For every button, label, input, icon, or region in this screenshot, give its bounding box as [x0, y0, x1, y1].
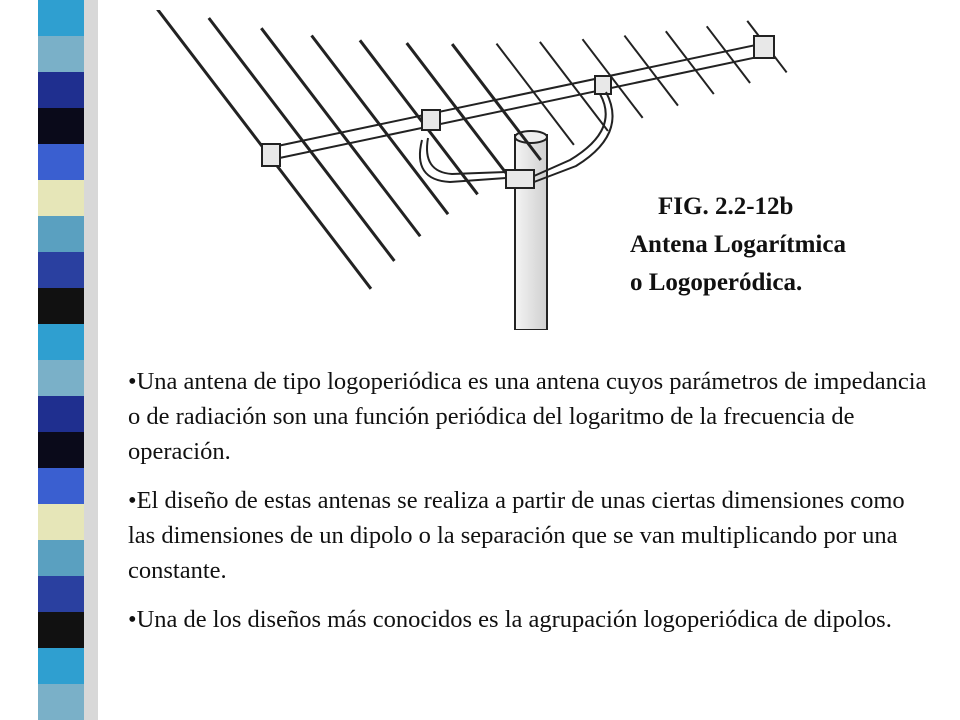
- antenna-mast: [515, 131, 547, 330]
- stripe-block: [38, 36, 84, 72]
- stripe-block: [38, 576, 84, 612]
- bullet-list: [128, 364, 928, 651]
- stripe-block: [38, 612, 84, 648]
- stripe-block: [38, 432, 84, 468]
- stripe-block: [38, 540, 84, 576]
- dipole-element: [496, 44, 573, 145]
- decorative-stripe-bar: [0, 0, 120, 720]
- stripe-block: [38, 360, 84, 396]
- dipole-element: [261, 28, 420, 236]
- stripe-block: [38, 72, 84, 108]
- bullet-item: •Una antena de tipo logoperiódica es una antena cuyos parámetros de impedancia o de radiación son una función periódica del logaritmo de la frecuencia de operación.: [128, 368, 927, 465]
- stripe-block: [38, 180, 84, 216]
- stripe-block: [38, 324, 84, 360]
- stripe-block: [38, 108, 84, 144]
- stripe-block: [38, 144, 84, 180]
- bullet-item: •Una de los diseños más conocidos es la agrupación logoperiódica de dipolos.: [128, 606, 892, 633]
- bullet-item: •El diseño de estas antenas se realiza a partir de unas ciertas dimensiones como las dimensiones de un dipolo o la separación que se van multiplicando por una constante.: [128, 487, 905, 584]
- figure-title-line2: o Logoperódica.: [630, 269, 803, 296]
- stripe-block: [38, 288, 84, 324]
- stripe-block: [38, 468, 84, 504]
- stripe-block: [38, 684, 84, 720]
- figure-caption: [630, 188, 950, 302]
- figure-number: FIG. 2.2-12b: [658, 193, 794, 220]
- dipole-element: [360, 40, 478, 194]
- dipole-element: [452, 44, 541, 160]
- stripe-block: [38, 648, 84, 684]
- stripe-block: [38, 504, 84, 540]
- stripe-block: [38, 396, 84, 432]
- dipole-element: [582, 39, 642, 118]
- stripe-block: [38, 0, 84, 36]
- figure-title-line1: Antena Logarítmica: [630, 231, 846, 258]
- stripe-block: [38, 216, 84, 252]
- stripe-block: [38, 252, 84, 288]
